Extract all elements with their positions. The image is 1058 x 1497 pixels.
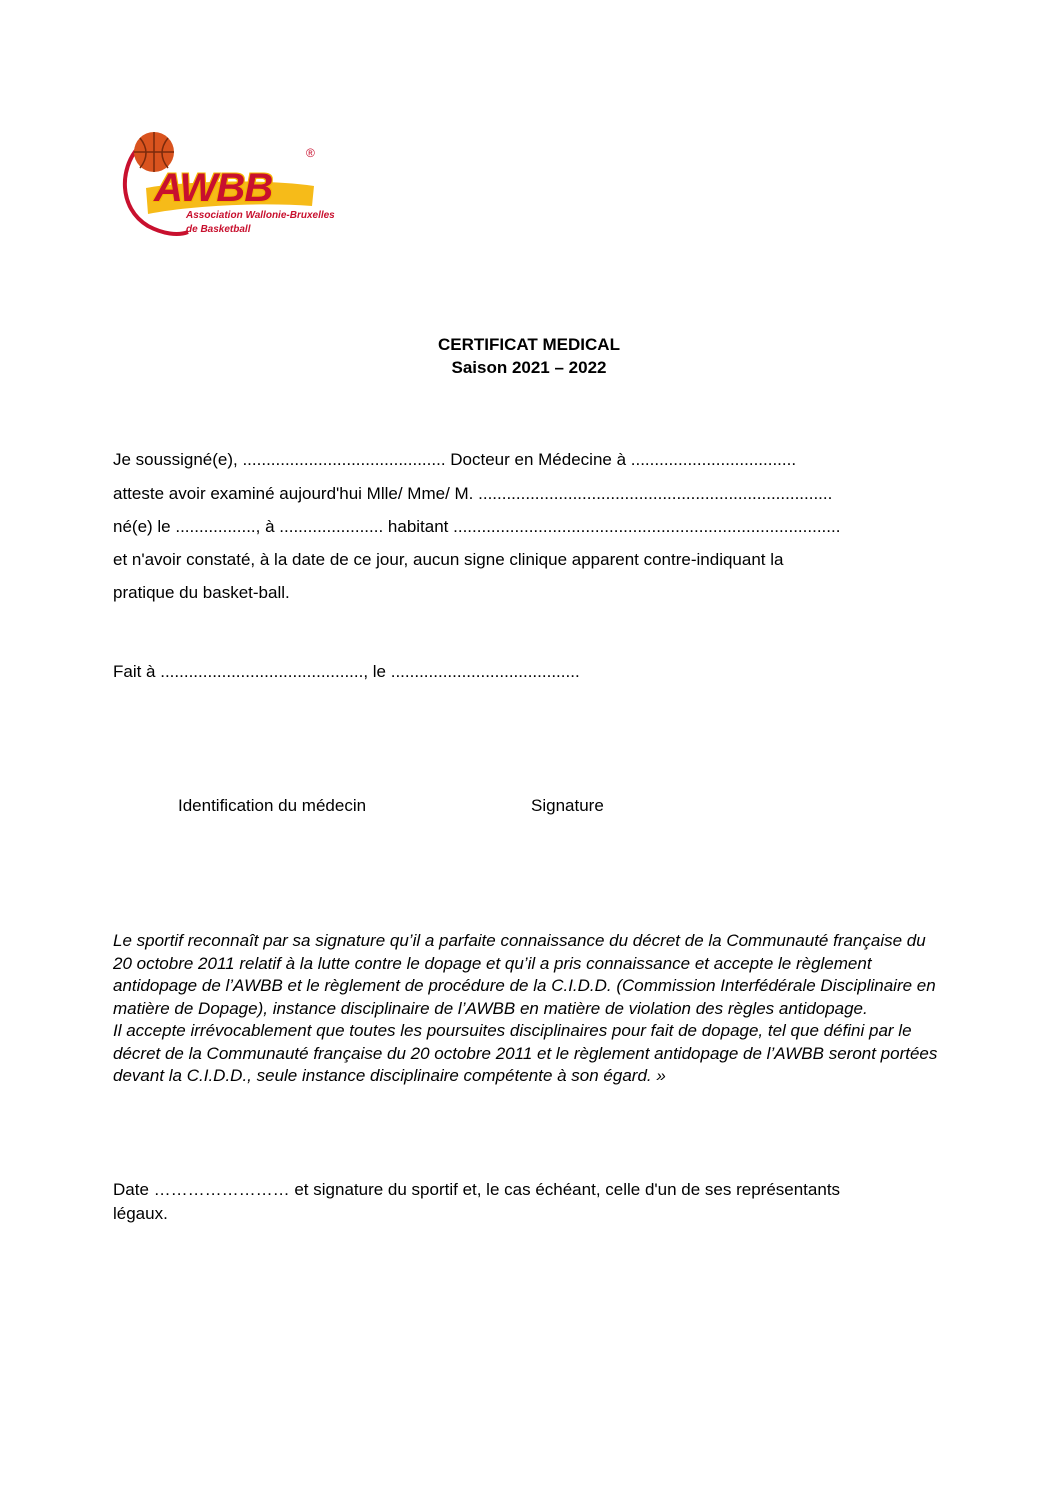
awbb-logo (118, 128, 335, 246)
athlete-signature-line: Date …………………… et signature du sportif et, le cas échéant, celle d'un de ses représentants légaux. (113, 1180, 841, 1223)
declaration-text (113, 930, 943, 1088)
form-line-birth: né(e) le ................., à ...................... habitant .................................................................................. (113, 517, 841, 536)
document-title: CERTIFICAT MEDICAL (438, 335, 620, 354)
place-date-line: Fait à ..........................................., le ........................................ (113, 662, 580, 681)
declaration-paragraph-2: Il accepte irrévocablement que toutes les poursuites disciplinaires pour fait de dopage, tel que défini par le décret de la Communauté française du 20 octobre 2011 et le règlement antidopage de l’AWBB seront portées devant la C.I.D.D., seule instance disciplinaire compétente à son égard. » (113, 1021, 938, 1085)
logo-subtitle-line2: de Basketball (186, 224, 251, 235)
form-line-examined: atteste avoir examiné aujourd'hui Mlle/ Mme/ M. ........................................................................... (113, 484, 833, 503)
doctor-identification-label: Identification du médecin (178, 796, 367, 815)
form-line-doctor: Je soussigné(e), ........................................... Docteur en Médecine à ................................... (113, 450, 797, 469)
registered-mark: ® (306, 146, 315, 160)
signature-label: Signature (531, 796, 604, 815)
season-label: Saison 2021 – 2022 (451, 358, 607, 377)
logo-wordmark: AWBB (154, 166, 273, 210)
logo-subtitle-line1: Association Wallonie-Bruxelles (186, 210, 335, 221)
declaration-paragraph-1: Le sportif reconnaît par sa signature qu’il a parfaite connaissance du décret de la Communauté française du 20 octobre 2011 relatif à la lutte contre le dopage et qu’il a pris connaissance et accepte le règlement antidopage de l’AWBB et le règlement de procédure de la C.I.D.D. (Commission Interfédérale Disciplinaire en matière de Dopage), instance disciplinaire de l’AWBB en matière de violation des règles antidopage. (113, 931, 936, 1018)
form-line-statement: et n'avoir constaté, à la date de ce jour, aucun signe clinique apparent contre-indiquant la (113, 550, 784, 569)
form-line-sport: pratique du basket-ball. (113, 583, 290, 602)
